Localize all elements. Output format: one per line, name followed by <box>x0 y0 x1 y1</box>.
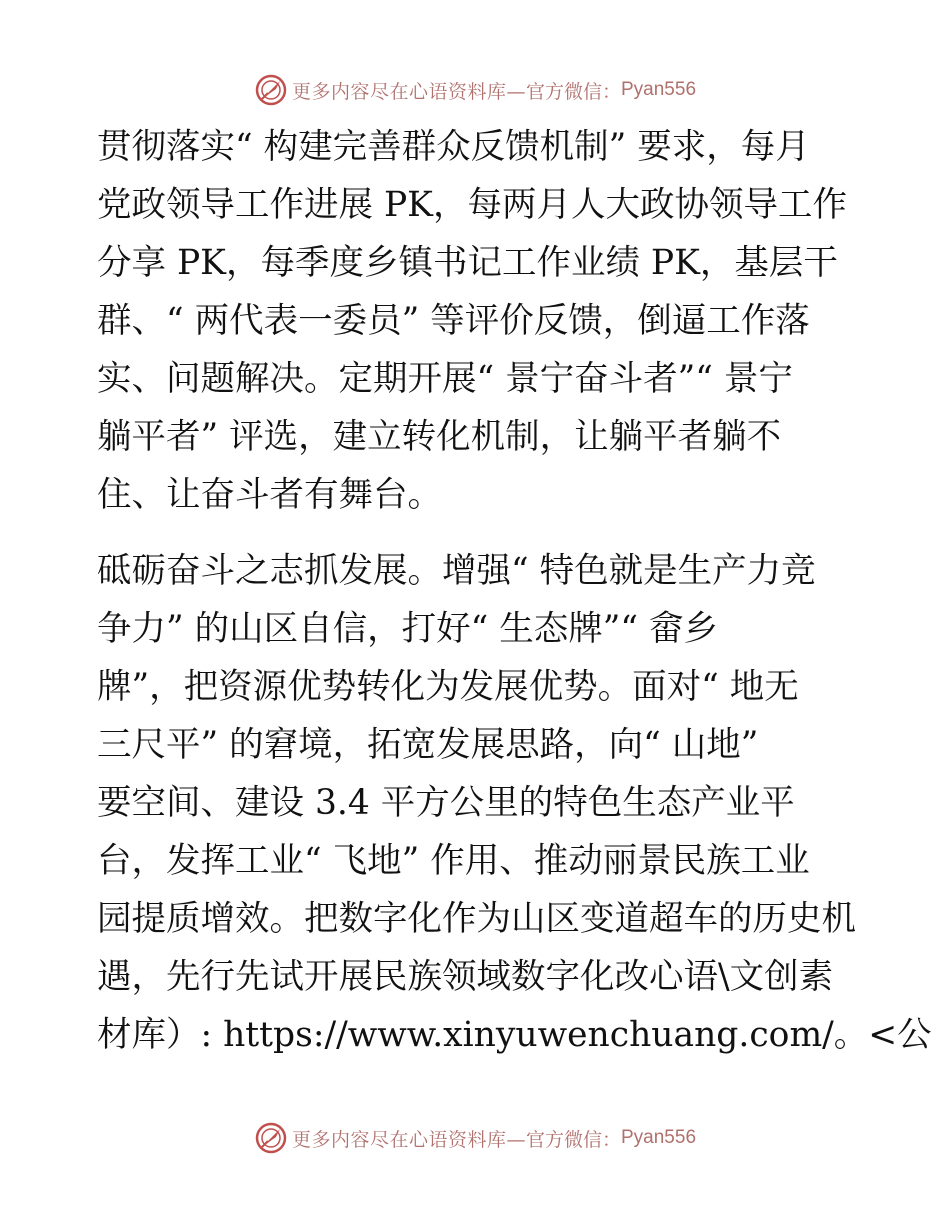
text-line: 台，发挥工业“ 飞地” 作用、推动丽景民族工业 <box>97 841 810 881</box>
text-line: 争力” 的山区自信，打好“ 生态牌”“ 畲乡 <box>97 609 718 649</box>
watermark-banner-text: 更多内容尽在心语资料库— <box>291 80 526 103</box>
text-line: 园提质增效。把数字化作为山区变道超车的历史机 <box>97 899 856 939</box>
page-footer-watermark <box>0 1118 950 1158</box>
text-line: 贯彻落实“ 构建完善群众反馈机制” 要求，每月 <box>97 127 810 167</box>
text-line: 实、问题解决。定期开展“ 景宁奋斗者”“ 景宁 <box>97 359 793 399</box>
text-line: 材库）: https://www.xinyuwenchuang.com/。<公 <box>97 1015 932 1055</box>
paragraph-spacer <box>97 524 867 542</box>
watermark-wechat-label: 官方微信： <box>525 1128 621 1151</box>
watermark-banner <box>254 1121 696 1155</box>
text-line: 党政领导工作进展 PK，每两月人大政协领导工作 <box>97 185 847 225</box>
page-header-watermark <box>0 70 950 110</box>
watermark-wechat-label: 官方微信： <box>525 80 621 103</box>
text-line: 群、“ 两代表一委员” 等评价反馈，倒逼工作落 <box>97 301 810 341</box>
watermark-wechat-id: Pyan556 <box>621 79 697 100</box>
text-line: 牌”，把资源优势转化为发展优势。面对“ 地无 <box>97 667 799 707</box>
watermark-banner-text: 更多内容尽在心语资料库— <box>291 1128 526 1151</box>
text-line: 分享 PK，每季度乡镇书记工作业绩 PK，基层干 <box>97 243 838 283</box>
text-line: 三尺平” 的窘境，拓宽发展思路，向“ 山地” <box>97 725 759 765</box>
document-body <box>97 118 932 1064</box>
text-line: 砥砺奋斗之志抓发展。增强“ 特色就是生产力竞 <box>97 551 816 591</box>
text-line: 要空间、建设 3.4 平方公里的特色生态产业平 <box>97 783 795 823</box>
watermark-wechat-id: Pyan556 <box>621 1127 697 1148</box>
text-line: 遇，先行先试开展民族领域数字化改心语\文创素 <box>97 957 834 997</box>
quill-logo-icon <box>254 73 288 107</box>
paragraph-1 <box>97 118 867 524</box>
text-line: 住、让奋斗者有舞台。 <box>97 475 442 515</box>
watermark-banner <box>254 73 696 107</box>
paragraph-2 <box>97 542 932 1064</box>
text-line: 躺平者” 评选，建立转化机制，让躺平者躺不 <box>97 417 782 457</box>
quill-logo-icon <box>254 1121 288 1155</box>
